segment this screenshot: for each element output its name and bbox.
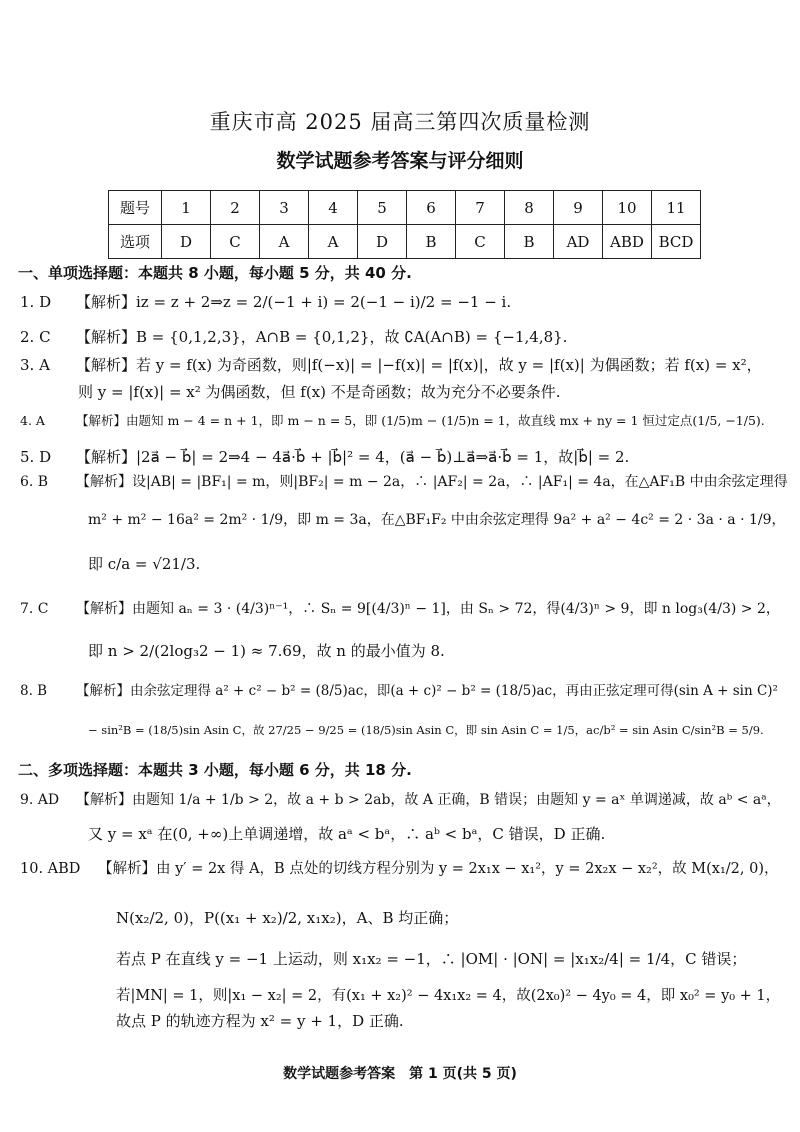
solution-text: 【解析】由余弦定理得 a² + c² − b² = (8/5)ac，即(a + c)² − b² = (18/5)ac，再由正弦定理可得(sin A + sin C)² bbox=[76, 683, 778, 699]
table-cell: ABD bbox=[603, 225, 652, 259]
solution-9-continued: 又 y = xᵃ 在(0, +∞)上单调递增，故 aᵃ < bᵃ，∴ aᵇ < bᵃ，C 错误，D 正确. bbox=[88, 825, 606, 843]
table-cell: 7 bbox=[456, 191, 505, 225]
solution-3-continued: 则 y = |f(x)| = x² 为偶函数，但 f(x) 不是奇函数；故为充分不必要条件. bbox=[78, 383, 561, 401]
table-cell: 9 bbox=[554, 191, 603, 225]
solution-10-continued-3: 若|MN| = 1，则|x₁ − x₂| = 2，有(x₁ + x₂)² − 4x₁x₂ = 4，故(2x₀)² − 4y₀ = 4，即 x₀² = y₀ + 1， bbox=[116, 988, 781, 1004]
solution-5 bbox=[20, 448, 782, 467]
solution-text: 【解析】|2a⃗ − b⃗| = 2⇒4 − 4a⃗·b⃗ + |b⃗|² = 4，(a⃗ − b⃗)⊥a⃗⇒a⃗·b⃗ = 1，故|b⃗| = 2. bbox=[76, 448, 630, 466]
page-footer: 数学试题参考答案 第 1 页(共 5 页) bbox=[283, 1066, 517, 1082]
solution-text: 【解析】若 y = f(x) 为奇函数，则|f(−x)| = |−f(x)| = |f(x)|，故 y = |f(x)| 为偶函数；若 f(x) = x²， bbox=[76, 356, 762, 374]
solution-text: 【解析】由题知 1/a + 1/b > 2，故 a + b > 2ab，故 A 正确，B 错误；由题知 y = aˣ 单调递减，故 aᵇ < aᵃ， bbox=[76, 792, 781, 808]
table-cell: B bbox=[505, 225, 554, 259]
solution-2 bbox=[20, 328, 782, 347]
table-cell: BCD bbox=[652, 225, 701, 259]
row-label-number: 题号 bbox=[109, 191, 162, 225]
solution-text: 【解析】由 y′ = 2x 得 A，B 点处的切线方程分别为 y = 2x₁x − x₁²，y = 2x₂x − x₂²，故 M(x₁/2, 0)， bbox=[98, 861, 779, 877]
table-cell: 5 bbox=[358, 191, 407, 225]
solution-6 bbox=[20, 474, 788, 492]
solution-text: 【解析】iz = z + 2⇒z = 2/(−1 + i) = 2(−1 − i)/2 = −1 − i. bbox=[76, 293, 512, 311]
solution-number: 4. A bbox=[20, 413, 45, 428]
table-cell: D bbox=[358, 225, 407, 259]
solution-number: 8. B bbox=[20, 683, 48, 699]
page-title: 重庆市高 2025 届高三第四次质量检测 bbox=[209, 110, 591, 134]
table-cell: 3 bbox=[260, 191, 309, 225]
table-cell: A bbox=[260, 225, 309, 259]
solution-text: 【解析】由题知 aₙ = 3 · (4/3)ⁿ⁻¹，∴ Sₙ = 9[(4/3)ⁿ − 1]，由 Sₙ > 72，得(4/3)ⁿ > 9，即 n log₃(4/3) > 2， bbox=[76, 601, 780, 617]
answer-row bbox=[109, 225, 701, 259]
solution-text: 【解析】B = {0,1,2,3}，A∩B = {0,1,2}，故 ∁A(A∩B) = {−1,4,8}. bbox=[76, 328, 568, 346]
solution-number: 3. A bbox=[20, 356, 50, 374]
solution-text: 【解析】设|AB| = |BF₁| = m，则|BF₂| = m − 2a，∴ |AF₂| = 2a，∴ |AF₁| = 4a，在△AF₁B 中由余弦定理得 bbox=[76, 474, 788, 490]
solution-number: 6. B bbox=[20, 474, 49, 490]
solution-10-continued-4: 故点 P 的轨迹方程为 x² = y + 1，D 正确. bbox=[116, 1012, 404, 1030]
table-cell: 8 bbox=[505, 191, 554, 225]
row-label-answer: 选项 bbox=[109, 225, 162, 259]
table-cell: 4 bbox=[309, 191, 358, 225]
solution-number: 10. ABD bbox=[20, 861, 81, 877]
table-cell: A bbox=[309, 225, 358, 259]
solution-number: 7. C bbox=[20, 601, 49, 617]
section-heading-single: 一、单项选择题：本题共 8 小题，每小题 5 分，共 40 分. bbox=[18, 264, 412, 282]
solution-6-continued-1: m² + m² − 16a² = 2m² · 1/9，即 m = 3a，在△BF₁F₂ 中由余弦定理得 9a² + a² − 4c² = 2 · 3a · a · 1/9， bbox=[88, 512, 786, 528]
solution-8-continued: − sin²B = (18/5)sin Asin C，故 27/25 − 9/25 = (18/5)sin Asin C，即 sin Asin C = 1/5，ac/b² = sin Asin C/sin²B = 5/9. bbox=[88, 723, 764, 737]
table-cell: D bbox=[162, 225, 211, 259]
section-heading-multi: 二、多项选择题：本题共 3 小题，每小题 6 分，共 18 分. bbox=[18, 761, 412, 779]
solution-4 bbox=[20, 413, 782, 429]
solution-7 bbox=[20, 601, 782, 619]
solution-9 bbox=[20, 792, 782, 810]
solution-8 bbox=[20, 683, 782, 700]
solution-10 bbox=[20, 860, 782, 878]
table-cell: 10 bbox=[603, 191, 652, 225]
solution-10-continued-1: N(x₂/2, 0)，P((x₁ + x₂)/2, x₁x₂)，A、B 均正确； bbox=[116, 909, 459, 927]
question-number-row bbox=[109, 191, 701, 225]
solution-7-continued: 即 n > 2/(2log₃2 − 1) ≈ 7.69，故 n 的最小值为 8. bbox=[88, 642, 445, 660]
answer-table bbox=[108, 190, 701, 259]
solution-number: 9. AD bbox=[20, 792, 60, 808]
solution-number: 1. D bbox=[20, 293, 52, 311]
page-subtitle: 数学试题参考答案与评分细则 bbox=[276, 150, 524, 172]
table-cell: AD bbox=[554, 225, 603, 259]
table-cell: B bbox=[407, 225, 456, 259]
table-cell: C bbox=[211, 225, 260, 259]
table-cell: 2 bbox=[211, 191, 260, 225]
table-cell: 6 bbox=[407, 191, 456, 225]
solution-3 bbox=[20, 356, 782, 375]
solution-1 bbox=[20, 293, 782, 312]
solution-10-continued-2: 若点 P 在直线 y = −1 上运动，则 x₁x₂ = −1，∴ |OM| · |ON| = |x₁x₂/4| = 1/4，C 错误； bbox=[116, 950, 747, 968]
solution-text: 【解析】由题知 m − 4 = n + 1，即 m − n = 5，即 (1/5)m − (1/5)n = 1，故直线 mx + ny = 1 恒过定点(1/5, −1/5). bbox=[76, 413, 765, 428]
solution-6-continued-2: 即 c/a = √21/3. bbox=[88, 555, 201, 573]
table-cell: 11 bbox=[652, 191, 701, 225]
solution-number: 2. C bbox=[20, 328, 51, 346]
solution-number: 5. D bbox=[20, 448, 52, 466]
table-cell: C bbox=[456, 225, 505, 259]
table-cell: 1 bbox=[162, 191, 211, 225]
